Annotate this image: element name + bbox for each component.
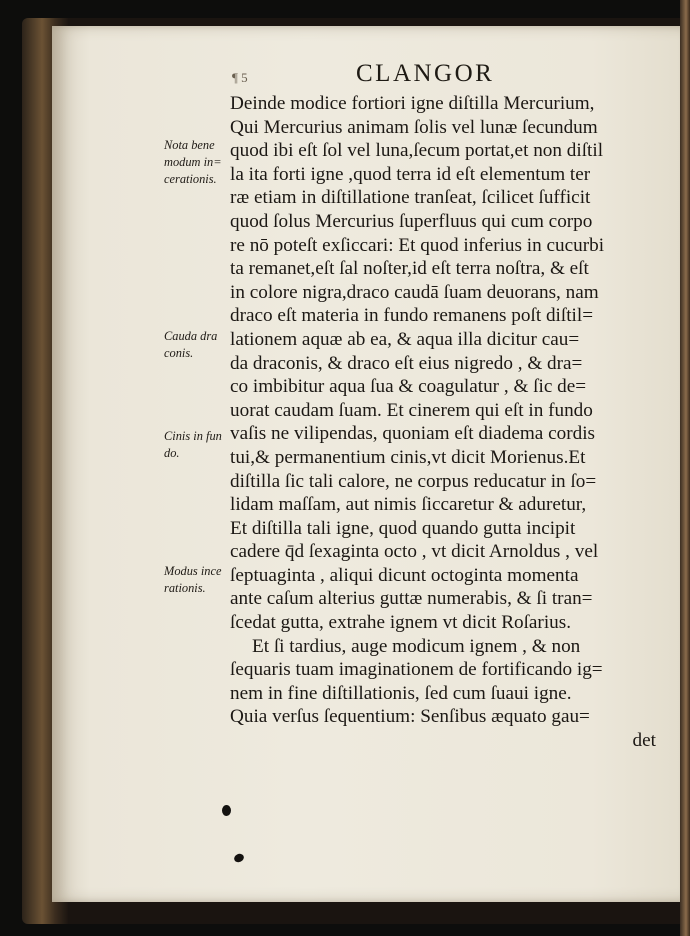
margin-note-line: Cauda dra: [164, 329, 218, 343]
text-line: draco eſt materia in fundo remanens poſt diſtil=: [230, 305, 594, 327]
text-line: ræ etiam in diſtillatione tranſeat, ſcilicet ſufficit: [230, 187, 591, 209]
text-line: re nō poteſt exſiccari: Et quod inferius in cucurbi: [230, 234, 605, 256]
margin-note-line: modum in=: [164, 155, 222, 169]
margin-note-line: conis.: [164, 346, 194, 360]
text-line: la ita forti igne ,quod terra id eſt elementum ter: [230, 163, 591, 185]
text-line: Quia verſus ſequentium: Senſibus æquato gau=: [230, 706, 590, 728]
text-line: lationem aquæ ab ea, & aqua illa dicitur cau=: [230, 328, 580, 350]
text-line: co imbibitur aqua ſua & coagulatur , & ſic de=: [230, 376, 587, 398]
text-line: tui,& permanentium cinis,vt dicit Morienus.Et: [230, 446, 586, 468]
text-line: in colore nigra,draco caudā ſuam deuorans, nam: [230, 281, 599, 303]
catchword: det: [632, 730, 656, 752]
text-line: uorat caudam ſuam. Et cinerem qui eſt in fundo: [230, 399, 593, 421]
text-line: Et diſtilla tali igne, quod quando gutta incipit: [230, 517, 576, 539]
margin-note-line: Cinis in fun: [164, 429, 222, 443]
text-line: Et ſi tardius, auge modicum ignem , & non: [252, 635, 581, 657]
margin-note-line: rationis.: [164, 581, 206, 595]
text-line: ta remanet,eſt ſal noſter,id eſt terra noſtra, & eſt: [230, 258, 589, 280]
folio-number: ¶ 5: [232, 70, 248, 85]
facing-page-edge: [680, 0, 690, 936]
text-line: Deinde modice fortiori igne diſtilla Mercurium,: [230, 93, 595, 114]
margin-note-modus-incerationis: [164, 563, 238, 597]
text-line: ſeptuaginta , aliqui dicunt octoginta momenta: [230, 564, 579, 586]
text-line: ſequaris tuam imaginationem de fortificando ig=: [230, 659, 603, 681]
text-line: diſtilla ſic tali calore, ne corpus reducatur in ſo=: [230, 470, 597, 492]
text-line: nem in fine diſtillationis, ſed cum ſuaui igne.: [230, 682, 572, 704]
text-line: cadere q̄d ſexaginta octo , vt dicit Arnoldus , vel: [230, 541, 599, 563]
text-line: ante caſum alterius guttæ numerabis, & ſi tran=: [230, 588, 593, 610]
margin-note-line: Nota bene: [164, 138, 215, 152]
text-line: quod ſolus Mercurius ſuperfluus qui cum corpo: [230, 210, 593, 232]
ink-spot: [222, 805, 231, 816]
text-line: ſcedat gutta, extrahe ignem vt dicit Roſarius.: [230, 612, 572, 634]
margin-note-cauda-draconis: [164, 328, 238, 362]
text-line: lidam maſſam, aut nimis ſiccaretur & aduretur,: [230, 494, 587, 516]
main-text-block: [230, 92, 662, 753]
running-head: CLANGOR: [356, 60, 495, 87]
margin-note-nota-bene: [164, 137, 238, 188]
margin-note-line: Modus ince: [164, 564, 222, 578]
margin-note-line: cerationis.: [164, 172, 217, 186]
text-line: quod ibi eſt ſol vel luna,ſecum portat,et non diſtil: [230, 140, 604, 162]
margin-note-line: do.: [164, 446, 180, 460]
text-line: da draconis, & draco eſt eius nigredo , & dra=: [230, 352, 583, 374]
text-line: vaſis ne vilipendas, quoniam eſt diadema cordis: [230, 423, 596, 445]
margin-note-cinis: [164, 428, 238, 462]
text-line: Qui Mercurius animam ſolis vel lunæ ſecundum: [230, 116, 598, 138]
